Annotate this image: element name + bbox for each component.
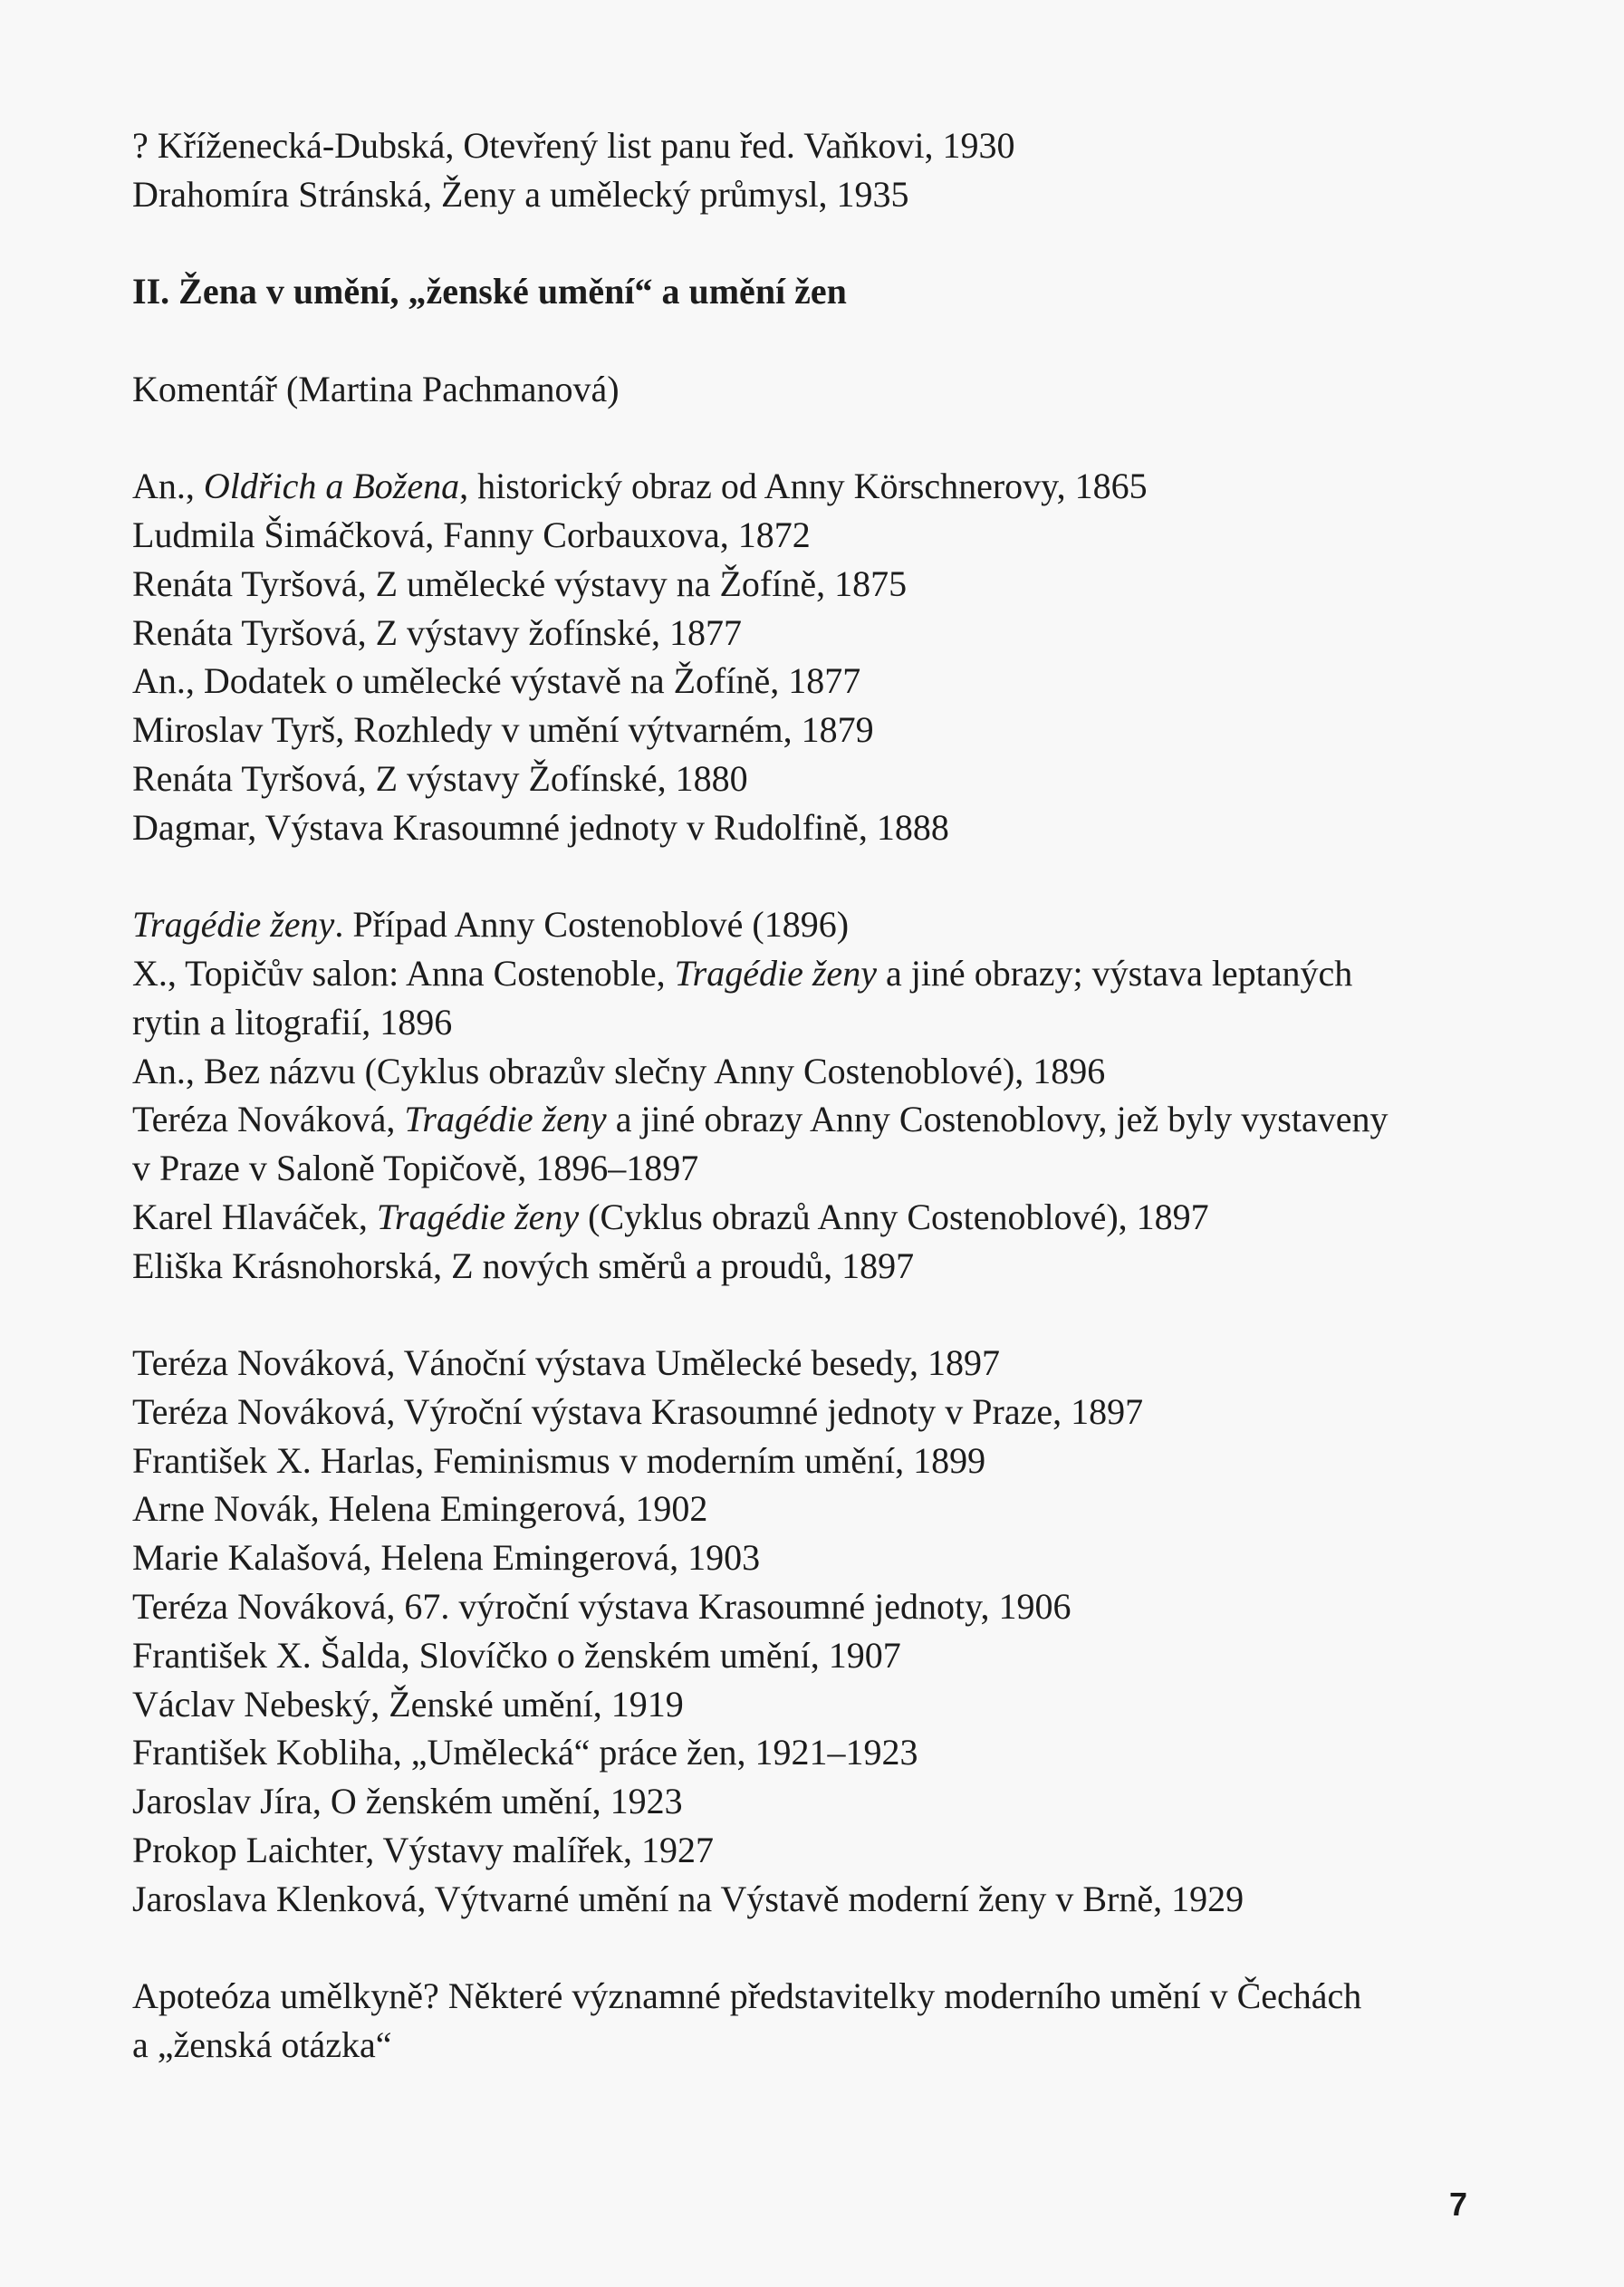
list-item [132, 1095, 1491, 1144]
italic-title: Tragédie ženy [404, 1099, 607, 1140]
list-item [132, 1972, 1491, 2021]
list-item [132, 949, 1491, 998]
list-item [132, 1680, 1491, 1729]
text-segment: Teréza Nováková, Výroční výstava Krasoumné jednoty v Praze, 1897 [132, 1390, 1144, 1432]
section-heading [132, 267, 1491, 316]
text-segment: Jaroslava Klenková, Výtvarné umění na Výstavě moderní ženy v Brně, 1929 [132, 1878, 1244, 1919]
blank-line [132, 219, 1491, 268]
text-segment: František X. Šalda, Slovíčko o ženském umění, 1907 [132, 1634, 901, 1676]
text-segment: Arne Novák, Helena Emingerová, 1902 [132, 1488, 708, 1530]
text-segment: Renáta Tyršová, Z výstavy Žofínské, 1880 [132, 757, 748, 799]
text-segment: Komentář (Martina Pachmanová) [132, 368, 620, 409]
italic-title: Tragédie ženy [674, 953, 877, 995]
text-segment: Teréza Nováková, Vánoční výstava Umělecké besedy, 1897 [132, 1342, 1000, 1384]
list-item [132, 1631, 1491, 1680]
page-number: 7 [1449, 2186, 1468, 2223]
list-item [132, 1144, 1491, 1193]
text-segment: v Praze v Saloně Topičově, 1896–1897 [132, 1148, 699, 1189]
list-item [132, 657, 1491, 706]
list-item [132, 2021, 1491, 2070]
text-segment: František Kobliha, „Umělecká“ práce žen, 1921–1923 [132, 1732, 918, 1773]
text-segment: Apoteóza umělkyně? Některé významné představitelky moderního umění v Čechách [132, 1975, 1362, 2017]
text-segment: Václav Nebeský, Ženské umění, 1919 [132, 1683, 684, 1725]
list-item [132, 1485, 1491, 1533]
text-segment: a jiné obrazy Anny Costenoblovy, jež byly vystaveny [606, 1099, 1389, 1140]
list-item [132, 1728, 1491, 1777]
blank-line [132, 1923, 1491, 1972]
list-item [132, 1193, 1491, 1242]
text-segment: An., Bez názvu (Cyklus obrazův slečny Anny Costenoblové), 1896 [132, 1050, 1106, 1091]
blank-line [132, 316, 1491, 365]
text-segment: a „ženská otázka“ [132, 2023, 392, 2065]
text-segment: II. Žena v umění, „ženské umění“ a umění žen [132, 271, 847, 312]
list-item [132, 1582, 1491, 1631]
text-segment: Marie Kalašová, Helena Emingerová, 1903 [132, 1537, 761, 1579]
list-item [132, 900, 1491, 949]
text-segment: An., Dodatek o umělecké výstavě na Žofíně, 1877 [132, 660, 861, 702]
blank-line [132, 1290, 1491, 1339]
text-segment: Drahomíra Stránská, Ženy a umělecký průmysl, 1935 [132, 173, 909, 215]
list-item [132, 803, 1491, 852]
text-segment: Teréza Nováková, [132, 1099, 405, 1140]
text-segment: Renáta Tyršová, Z výstavy žofínské, 1877 [132, 611, 742, 653]
text-segment: Ludmila Šimáčková, Fanny Corbauxova, 1872 [132, 514, 811, 556]
list-item [132, 365, 1491, 414]
list-item [132, 1339, 1491, 1388]
text-segment: , historický obraz od Anny Körschnerovy, 1865 [459, 466, 1148, 507]
text-segment: Jaroslav Jíra, O ženském umění, 1923 [132, 1781, 683, 1822]
list-item [132, 170, 1491, 219]
list-item [132, 462, 1491, 511]
list-item [132, 1875, 1491, 1924]
blank-line [132, 851, 1491, 900]
text-segment: Renáta Tyršová, Z umělecké výstavy na Žofíně, 1875 [132, 562, 908, 604]
list-item [132, 511, 1491, 560]
text-segment: Dagmar, Výstava Krasoumné jednoty v Rudolfině, 1888 [132, 806, 949, 848]
blank-line [132, 414, 1491, 463]
text-segment: Teréza Nováková, 67. výroční výstava Krasoumné jednoty, 1906 [132, 1585, 1071, 1627]
list-item [132, 1437, 1491, 1485]
text-segment: Karel Hlaváček, [132, 1196, 377, 1237]
list-item [132, 706, 1491, 754]
list-item [132, 609, 1491, 658]
text-segment: ? Kříženecká-Dubská, Otevřený list panu řed. Vaňkovi, 1930 [132, 125, 1015, 166]
list-item [132, 1826, 1491, 1875]
list-item [132, 121, 1491, 170]
italic-title: Tragédie ženy [376, 1196, 580, 1237]
text-segment: František X. Harlas, Feminismus v moderním umění, 1899 [132, 1439, 986, 1481]
text-segment: An., [132, 466, 204, 507]
italic-title: Tragédie ženy [132, 904, 335, 946]
text-segment: Miroslav Tyrš, Rozhledy v umění výtvarném, 1879 [132, 709, 874, 751]
italic-title: Oldřich a Božena [203, 466, 460, 507]
list-item [132, 998, 1491, 1047]
text-segment: rytin a litografií, 1896 [132, 1001, 453, 1043]
text-segment: Eliška Krásnohorská, Z nových směrů a proudů, 1897 [132, 1244, 915, 1286]
table-of-contents-list [132, 121, 1491, 2070]
list-item [132, 754, 1491, 803]
list-item [132, 1242, 1491, 1291]
text-segment: X., Topičův salon: Anna Costenoble, [132, 953, 675, 995]
list-item [132, 1388, 1491, 1437]
text-segment: (Cyklus obrazů Anny Costenoblové), 1897 [579, 1196, 1209, 1237]
list-item [132, 1777, 1491, 1826]
list-item [132, 560, 1491, 609]
list-item [132, 1533, 1491, 1582]
text-segment: a jiné obrazy; výstava leptaných [876, 953, 1353, 995]
text-segment: Prokop Laichter, Výstavy malířek, 1927 [132, 1829, 714, 1870]
text-segment: . Případ Anny Costenoblové (1896) [334, 904, 850, 946]
list-item [132, 1047, 1491, 1096]
